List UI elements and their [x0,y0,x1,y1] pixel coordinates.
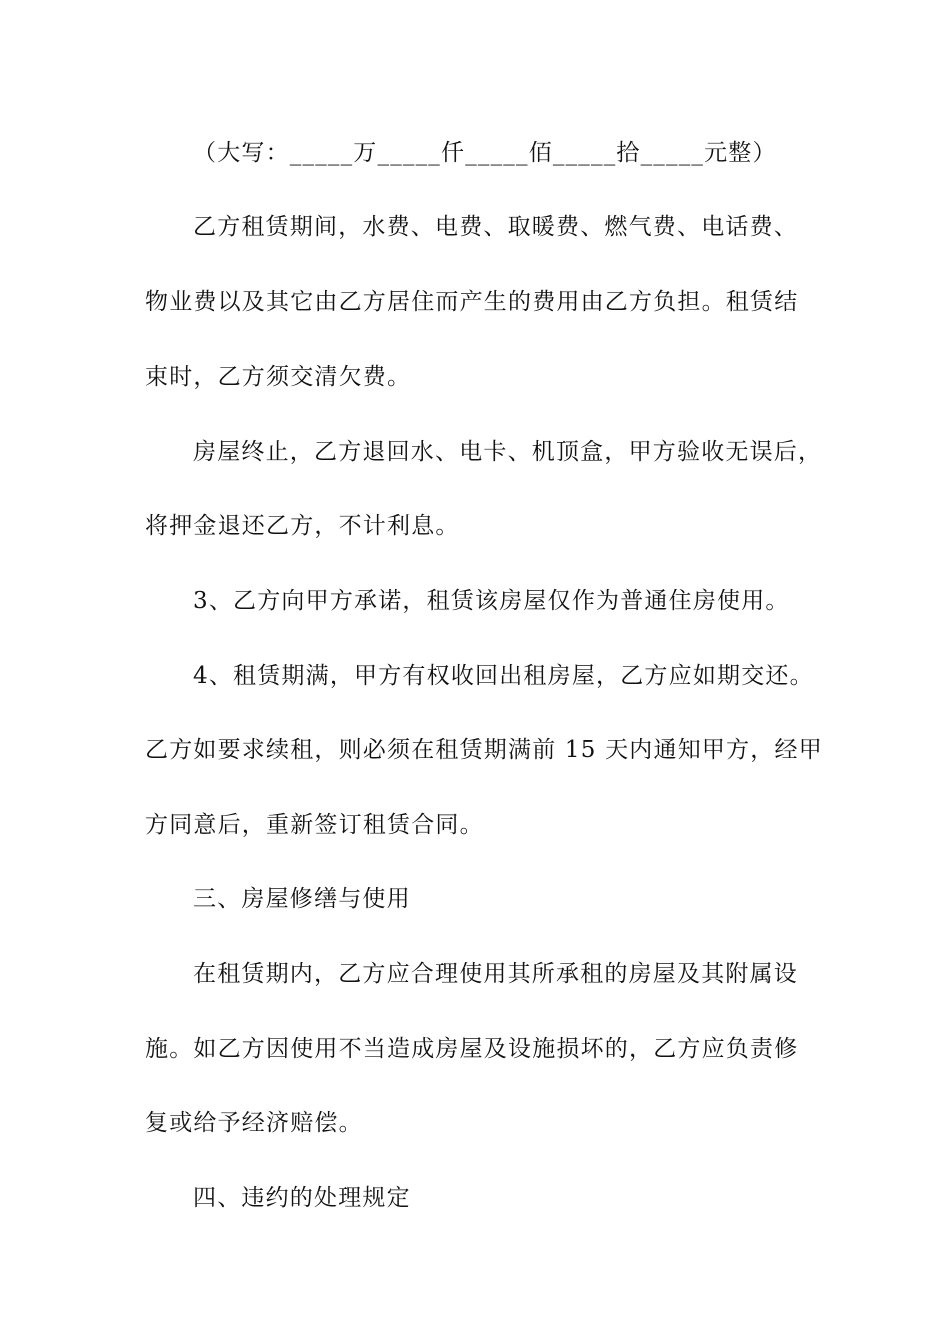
section-3-paragraph-line-2: 施。如乙方因使用不当造成房屋及设施损坏的，乙方应负责修 [145,1036,799,1062]
paragraph-fees-line-2: 物业费以及其它由乙方居住而产生的费用由乙方负担。租赁结 [145,289,799,315]
paragraph-termination-line-1: 房屋终止，乙方退回水、电卡、机顶盒，甲方验收无误后， [193,439,823,465]
paragraph-termination-line-2: 将押金退还乙方，不计利息。 [145,513,460,539]
section-3-paragraph-line-3: 复或给予经济赔偿。 [145,1110,363,1136]
section-4-heading: 四、违约的处理规定 [193,1185,411,1211]
clause-4-line-2: 乙方如要求续租，则必须在租赁期满前 15 天内通知甲方，经甲 [145,737,823,763]
section-3-paragraph-line-1: 在租赁期内，乙方应合理使用其所承租的房屋及其附属设 [193,961,798,987]
section-3-heading: 三、房屋修缮与使用 [193,886,411,912]
clause-4-line-3: 方同意后，重新签订租赁合同。 [145,812,484,838]
amount-in-words-line: （大写：_____万_____仟_____佰_____拾_____元整） [193,140,777,166]
paragraph-fees-line-3: 束时，乙方须交清欠费。 [145,364,412,390]
clause-3-line-1: 3、乙方向甲方承诺，租赁该房屋仅作为普通住房使用。 [193,588,790,614]
paragraph-fees-line-1: 乙方租赁期间，水费、电费、取暖费、燃气费、电话费、 [193,214,798,240]
clause-4-line-1: 4、租赁期满，甲方有权收回出租房屋，乙方应如期交还。 [193,663,814,689]
